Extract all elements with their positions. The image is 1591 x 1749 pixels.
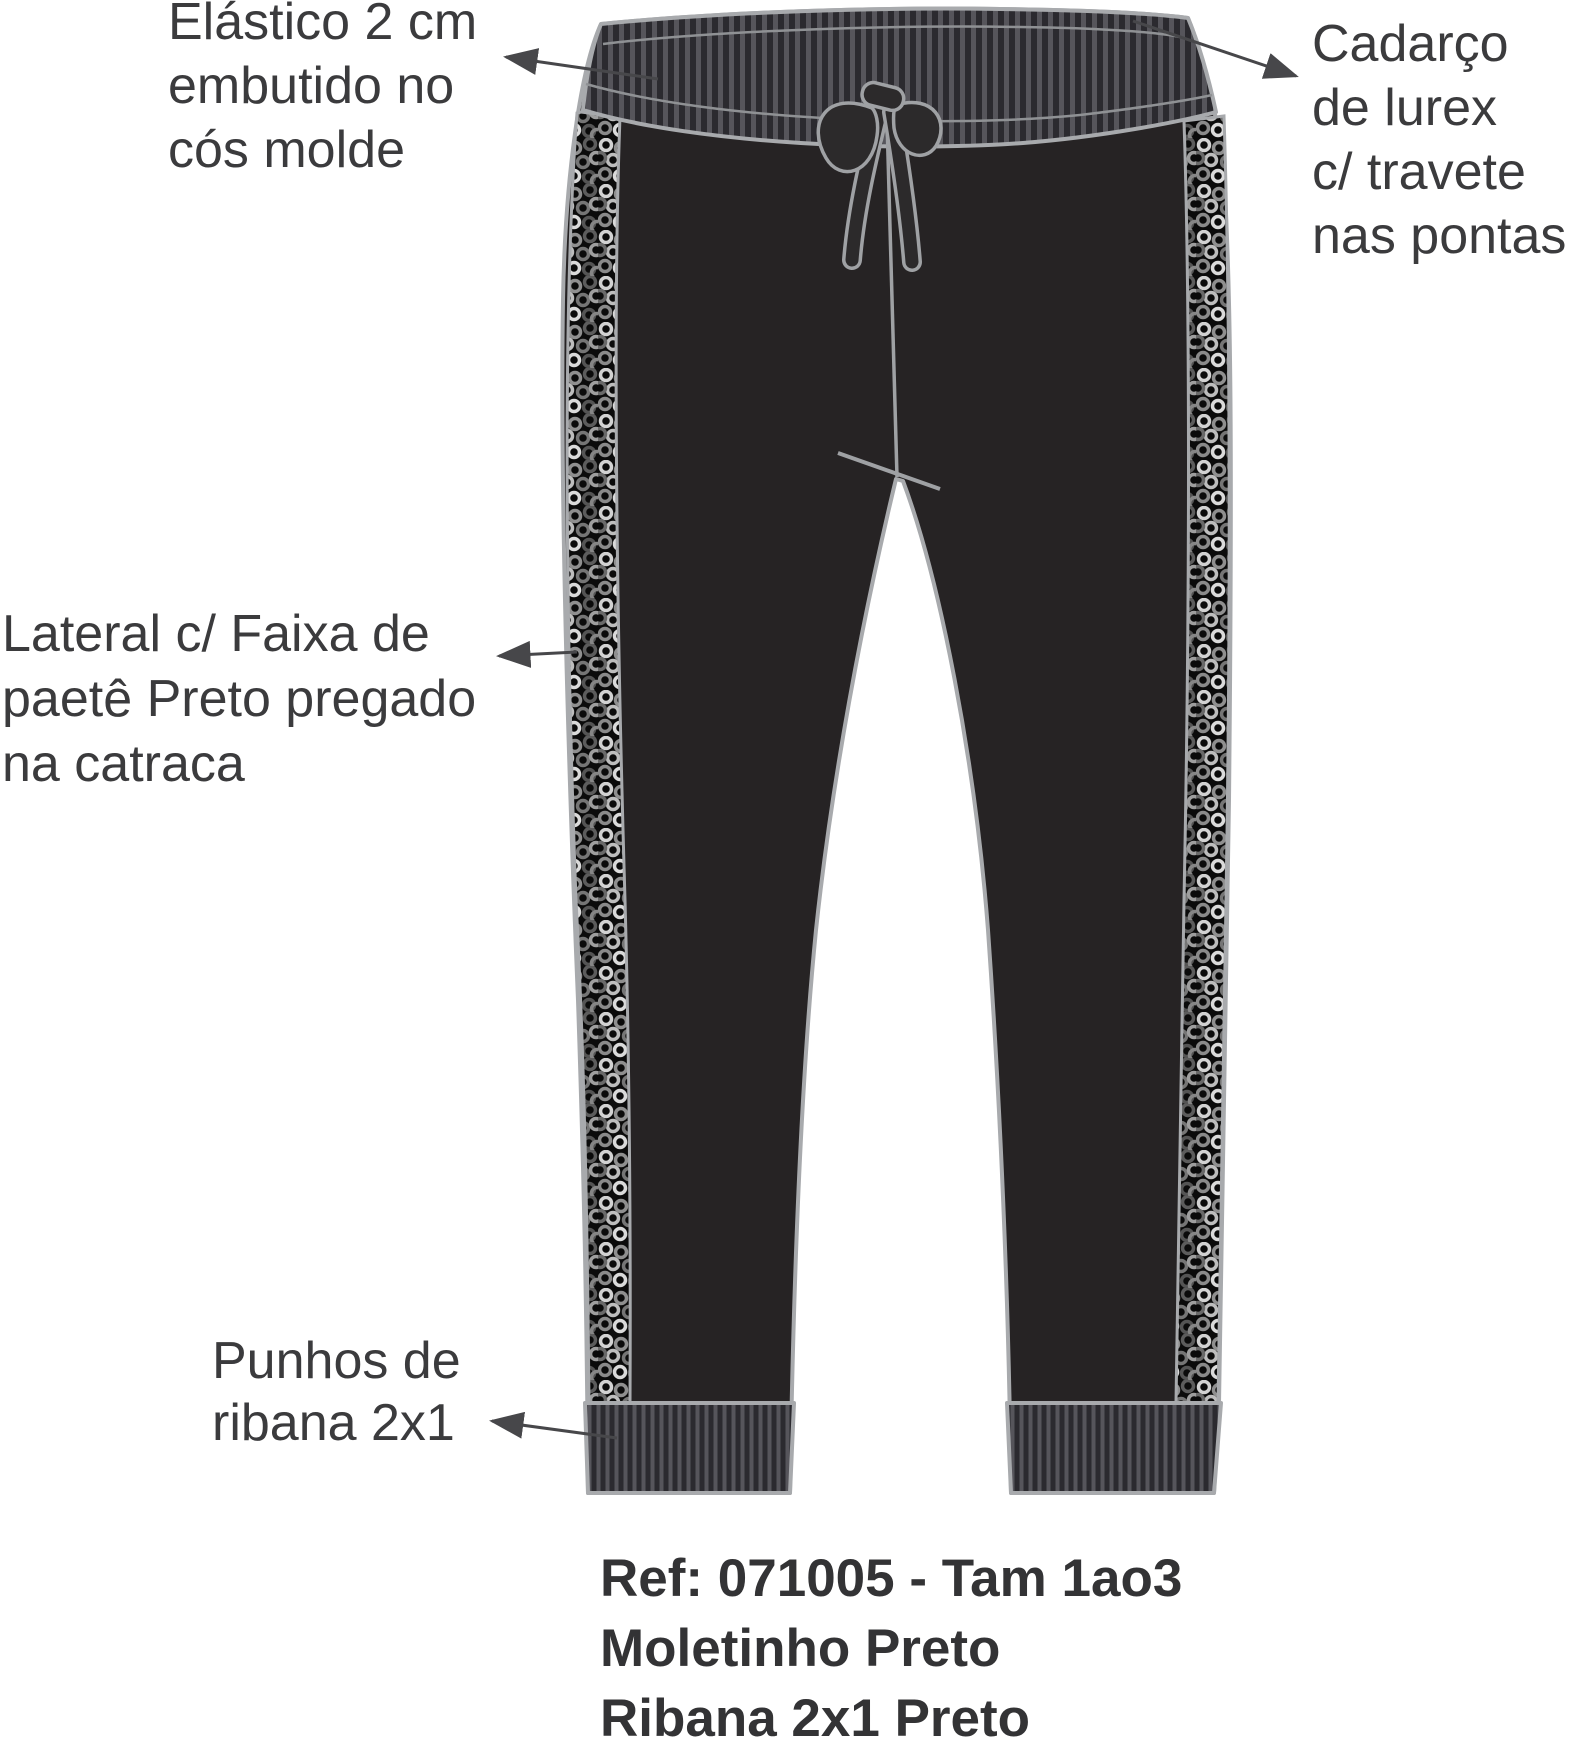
annotation-line: na catraca [2, 735, 245, 793]
annotation-lurex-drawcord [1312, 12, 1566, 268]
annotation-line: de lurex [1312, 79, 1497, 137]
reference-block [600, 1544, 1182, 1749]
pants-silhouette [562, 9, 1230, 1493]
annotation-line: embutido no [168, 57, 455, 115]
annotation-line: Lateral c/ Faixa de [2, 605, 430, 663]
annotation-line: nas pontas [1312, 207, 1567, 265]
annotation-line: Elástico 2 cm [168, 0, 478, 51]
annotation-line: cós molde [168, 121, 405, 179]
right-ribbed-cuff [1007, 1403, 1221, 1493]
reference-line: Ribana 2x1 Preto [600, 1689, 1031, 1748]
annotation-line: Cadarço [1312, 15, 1509, 73]
annotation-line: paetê Preto pregado [2, 670, 477, 728]
annotation-line: ribana 2x1 [212, 1394, 455, 1452]
annotation-line: Punhos de [212, 1332, 461, 1390]
reference-line: Moletinho Preto [600, 1619, 1001, 1678]
left-ribbed-cuff [585, 1403, 794, 1493]
reference-line: Ref: 071005 - Tam 1ao3 [600, 1549, 1183, 1608]
annotation-sequin-side-stripe [2, 602, 476, 797]
annotation-rib-cuffs [212, 1330, 461, 1454]
annotation-line: c/ travete [1312, 143, 1526, 201]
annotation-elastic-waistband [168, 0, 477, 182]
